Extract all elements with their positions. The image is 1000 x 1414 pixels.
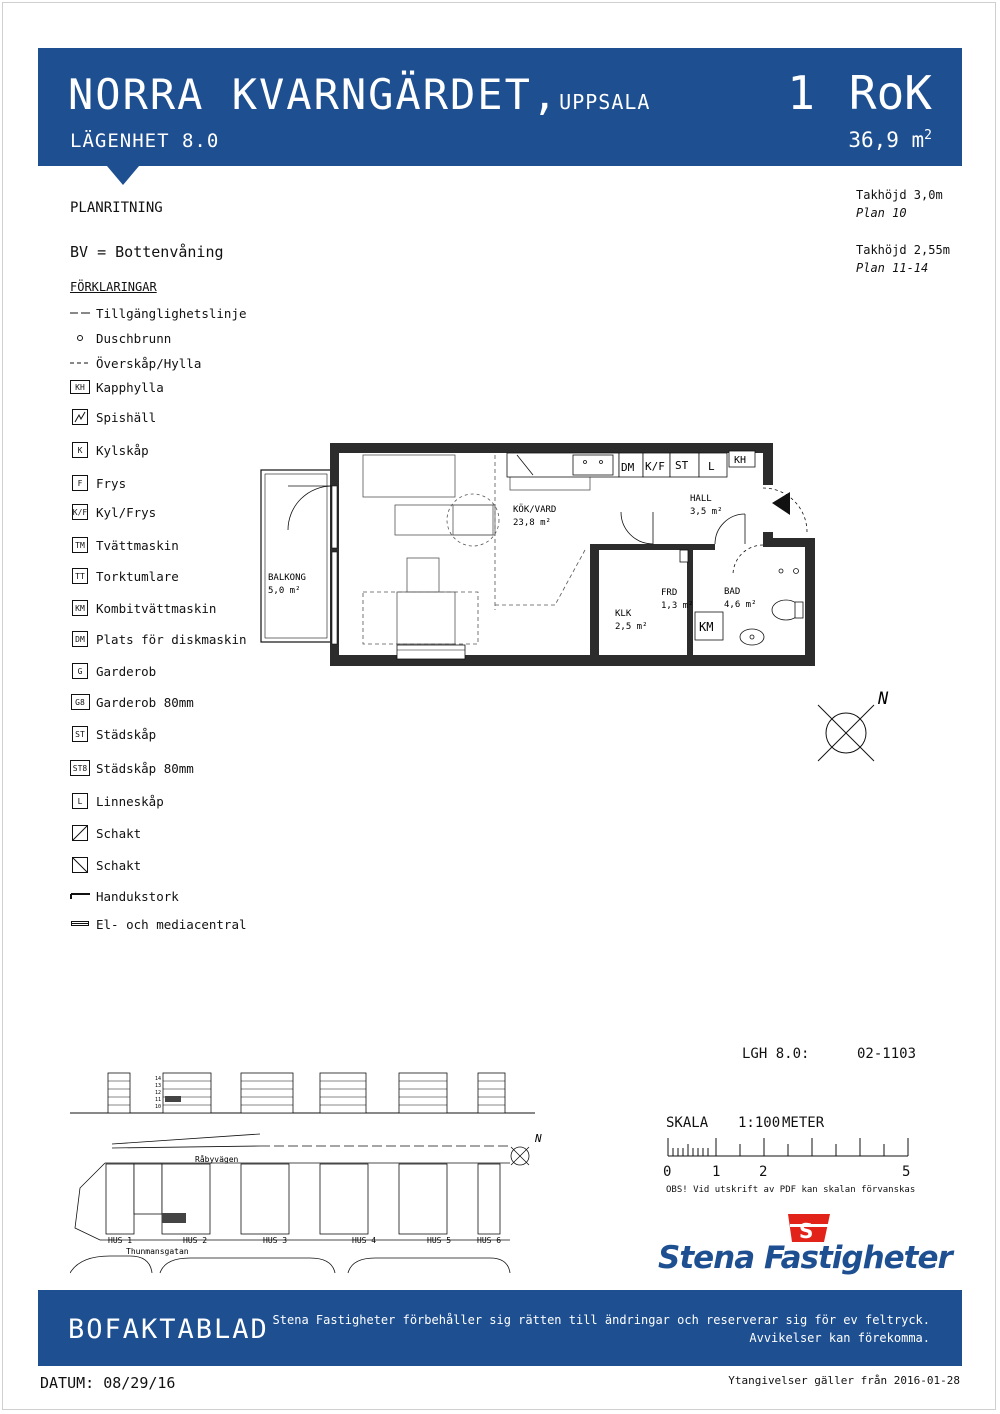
entrance-arrow-icon [772,492,790,515]
legend-item: KM Kombitvättmaskin [70,598,216,618]
disclaimer-2: Avvikelser kan förekomma. [749,1331,930,1345]
legend-item: Duschbrunn [70,328,171,348]
km-label: KM [699,620,714,634]
legend-item: F Frys [70,473,126,493]
kf-label: K/F [645,460,665,473]
street-name-2: Thunmansgatan [126,1247,189,1256]
coat-rack-icon: KH [70,378,90,396]
date-value: 08/29/16 [103,1374,176,1392]
apartment-marker [165,1096,181,1102]
legend-item: ST8 Städskåp 80mm [70,758,194,778]
kitchen-area: 23,8 m² [513,518,551,528]
media-central-icon [70,915,90,933]
svg-text:HUS 1: HUS 1 [108,1236,133,1245]
apartment-number: LÄGENHET 8.0 [70,130,220,152]
legend-item: DM Plats för diskmaskin [70,629,247,649]
svg-text:HUS 4: HUS 4 [352,1236,377,1245]
washer-icon: TM [70,536,90,554]
plan-1: Plan 10 [856,206,907,220]
site-plan [70,1068,550,1278]
scale-tick-1: 1 [712,1164,721,1180]
scale-note: OBS! Vid utskrift av PDF kan skalan förvanskas [666,1185,916,1195]
st-label: ST [675,459,689,472]
legend-item: G Garderob [70,661,156,681]
site-apartment-marker [162,1213,186,1223]
scale-tick-2: 2 [759,1164,768,1180]
legend-item: K/F Kyl/Frys [70,502,156,522]
cleaning-closet-80-icon: ST8 [70,759,90,777]
cleaning-closet-icon: ST [70,725,90,743]
house-labels [108,1236,501,1245]
hall-label: HALL [690,494,712,504]
hall-area: 3,5 m² [690,507,723,517]
dryer-icon: TT [70,567,90,585]
wardrobe-80-icon: G8 [70,693,90,711]
room-count: 1 RoK [787,66,932,120]
svg-text:HUS 3: HUS 3 [263,1236,288,1245]
kh-label: KH [734,455,747,466]
balcony-label: BALKONG [268,573,306,583]
legend-item: TM Tvättmaskin [70,535,179,555]
kitchen-label: KÖK/VARD [513,505,557,515]
legend-item: El- och mediacentral [70,914,247,934]
floor-numbers [155,1076,161,1110]
legend-item: Överskåp/Hylla [70,353,201,373]
legend-item: Schakt [70,823,141,843]
svg-text:10: 10 [155,1104,162,1110]
bv-note: BV = Bottenvåning [70,243,224,261]
wardrobe-icon: G [70,662,90,680]
combi-washer-icon: KM [70,599,90,617]
svg-text:14: 14 [155,1076,162,1082]
ceiling-height-1: Takhöjd 3,0m [856,188,943,202]
bath-area: 4,6 m² [724,600,757,610]
footer-title: BOFAKTABLAD [68,1314,269,1345]
shaft-icon [70,824,90,842]
closet-label: KLK [615,609,632,619]
fro-area: 1,3 m² [661,601,694,611]
fridge-icon: K [70,441,90,459]
legend-item: L Linneskåp [70,791,164,811]
legend-item: Tillgänglighetslinje [70,303,247,323]
svg-text:HUS 5: HUS 5 [427,1236,452,1245]
apartment-area: 36,9 $m^2$ [848,128,932,152]
legend-item: G8 Garderob 80mm [70,692,194,712]
site-north-label: N [535,1132,542,1145]
legend-item: KH Kapphylla [70,377,164,397]
svg-text:HUS 2: HUS 2 [183,1236,208,1245]
dashed-line-icon [70,354,90,372]
legend-item: Spishäll [70,407,156,427]
drain-icon [70,329,90,347]
north-label: N [878,689,889,709]
l-label: L [708,460,715,473]
ceiling-height-2: Takhöjd 2,55m [856,243,950,257]
area-validity-note: Ytangivelser gäller från 2016-01-28 [728,1374,960,1387]
plan-2: Plan 11-14 [856,261,929,275]
city-name: UPPSALA [559,90,651,114]
scale-title: SKALA [666,1115,709,1131]
scale-bar [664,1134,914,1162]
svg-text:HUS 6: HUS 6 [477,1236,502,1245]
svg-text:S: S [799,1219,814,1243]
header-banner [38,48,962,166]
legend [70,280,247,932]
bath-label: BAD [724,587,741,597]
building-footprints [106,1164,500,1234]
accessibility-line-icon [70,304,90,322]
legend-item: K Kylskåp [70,440,149,460]
towel-rail-icon [70,887,90,905]
legend-heading: FÖRKLARINGAR [70,280,157,294]
section-title: PLANRITNING [70,200,163,216]
linen-closet-icon: L [70,792,90,810]
lgh-label: LGH 8.0: [742,1046,810,1062]
closet-area: 2,5 m² [615,622,648,632]
fro-label: FRD [661,588,678,598]
svg-text:11: 11 [155,1097,162,1103]
header-pointer [107,166,139,185]
building-elevations [108,1073,505,1113]
dishwasher-icon: DM [70,630,90,648]
freezer-icon: F [70,474,90,492]
date-line: DATUM: 08/29/16 [40,1374,176,1392]
legend-item: TT Torktumlare [70,566,179,586]
fridge-freezer-icon: K/F [70,503,90,521]
property-title: NORRA KVARNGÄRDET,UPPSALA [68,70,651,119]
svg-text:12: 12 [155,1090,162,1096]
scale-tick-5: 5 [902,1164,911,1180]
street-name-1: Råbyvägen [195,1155,239,1164]
scale-unit: METER [782,1115,825,1131]
scale-ratio: 1:100 [738,1115,781,1131]
shaft-icon [70,856,90,874]
dm-label: DM [621,461,635,474]
svg-text:13: 13 [155,1083,162,1089]
scale-ticks [668,1138,908,1156]
north-compass-icon [812,682,902,772]
balcony-area: 5,0 m² [268,586,301,596]
balcony [261,470,331,642]
scale-tick-0: 0 [663,1164,672,1180]
stena-logo-text: Stena Fastigheter [658,1240,952,1276]
floor-plan [255,440,815,670]
furniture [363,455,590,644]
lgh-number: 02-1103 [857,1046,917,1062]
legend-item: Handukstork [70,886,179,906]
disclaimer-1: Stena Fastigheter förbehåller sig rätten till ändringar och reserverar sig för ev feltryck. [272,1313,930,1327]
legend-item: ST Städskåp [70,724,156,744]
stove-icon [70,408,90,426]
legend-item: Schakt [70,855,141,875]
footer-banner [38,1290,962,1366]
